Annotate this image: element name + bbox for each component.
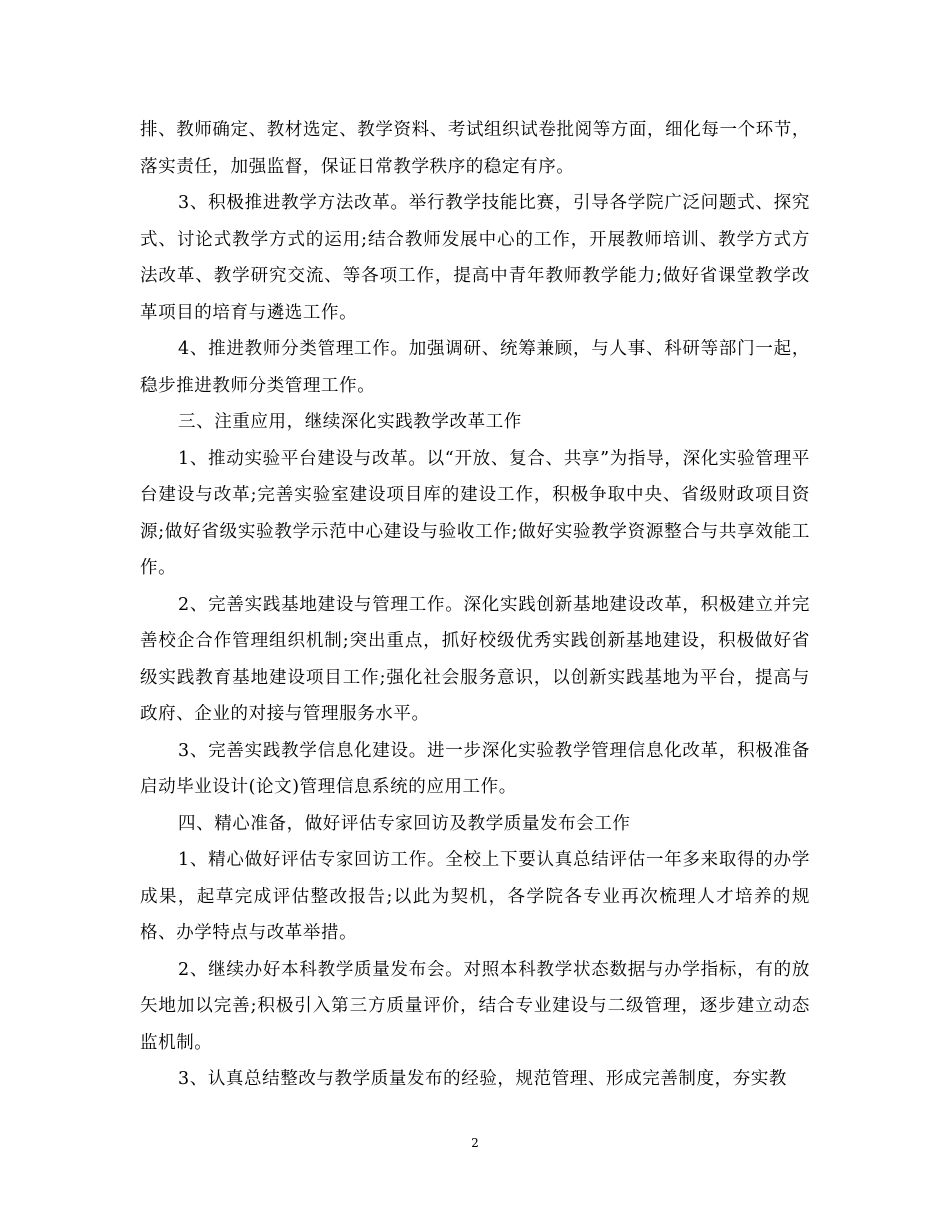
- paragraph-item-2-practice-base: 2、完善实践基地建设与管理工作。深化实践创新基地建设改革，积极建立并完善校企合作管理组织机制;突出重点，抓好校级优秀实践创新基地建设，积极做好省级实践教育基地建设项目工作;强化社会服务意识，以创新实践基地为平台，提高与政府、企业的对接与管理服务水平。: [140, 594, 810, 724]
- page-number: 2: [471, 1136, 479, 1150]
- paragraph-item-1-expert-revisit: 1、精心做好评估专家回访工作。全校上下要认真总结评估一年多来取得的办学成果，起草完成评估整改报告;以此为契机，各学院各专业再次梳理人才培养的规格、办学特点与改革举措。: [140, 850, 810, 943]
- paragraph-item-4-teacher-management: 4、推进教师分类管理工作。加强调研、统筹兼顾，与人事、科研等部门一起，稳步推进教师分类管理工作。: [140, 339, 810, 396]
- paragraph-item-1-lab-platform: 1、推动实验平台建设与改革。以“开放、复合、共享”为指导，深化实验管理平台建设与改革;完善实验室建设项目库的建设工作，积极争取中央、省级财政项目资源;做好省级实验教学示范中心建设与验收工作;做好实验教学资源整合与共享效能工作。: [140, 448, 810, 578]
- paragraph-item-3-summary: 3、认真总结整改与教学质量发布的经验，规范管理、形成完善制度，夯实教: [178, 1069, 788, 1089]
- paragraph-continuation: 排、教师确定、教材选定、教学资料、考试组织试卷批阅等方面，细化每一个环节，落实责任，加强监督，保证日常教学秩序的稳定有序。: [140, 120, 810, 177]
- paragraph-item-2-quality-release: 2、继续办好本科教学质量发布会。对照本科教学状态数据与办学指标，有的放矢地加以完善;积极引入第三方质量评价，结合专业建设与二级管理，逐步建立动态监机制。: [140, 959, 810, 1053]
- paragraph-item-3-informatization: 3、完善实践教学信息化建设。进一步深化实验教学管理信息化改革，积极准备启动毕业设计(论文)管理信息系统的应用工作。: [140, 740, 810, 797]
- section-heading-3: 三、注重应用，继续深化实践教学改革工作: [178, 412, 522, 432]
- section-heading-4: 四、精心准备，做好评估专家回访及教学质量发布会工作: [178, 813, 631, 834]
- paragraph-item-3-teaching-method: 3、积极推进教学方法改革。举行教学技能比赛，引导各学院广泛问题式、探究式、讨论式教学方式的运用;结合教师发展中心的工作，开展教师培训、教学方式方法改革、教学研究交流、等各项工作，提高中青年教师教学能力;做好省课堂教学改革项目的培育与遴选工作。: [140, 193, 810, 323]
- document-body: [140, 112, 810, 1098]
